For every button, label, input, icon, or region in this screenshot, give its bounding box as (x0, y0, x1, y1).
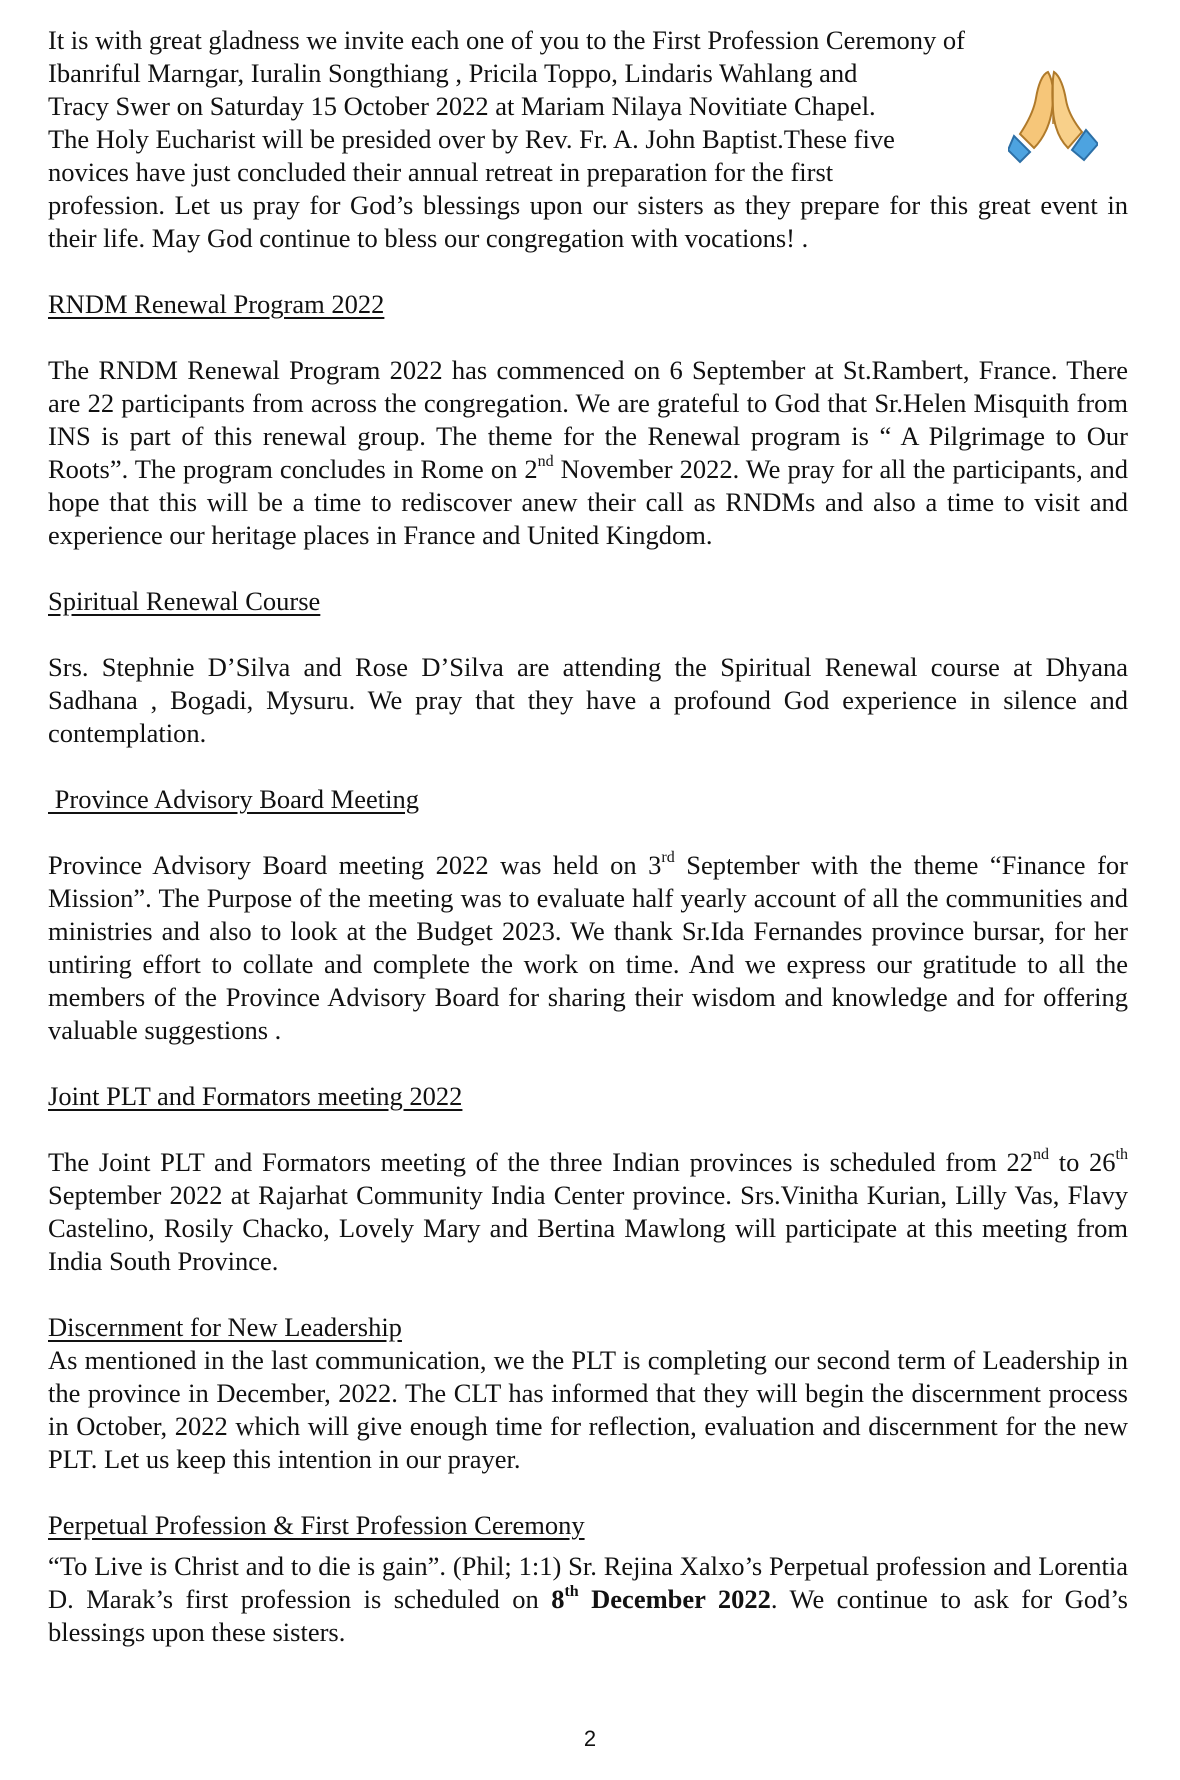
perpetual-paragraph: “To Live is Christ and to die is gain”. (Phil; 1:1) Sr. Rejina Xalxo’s Perpetual profession and Lorentia D. Marak’s first profession is scheduled on 8th December 2022. We continue to ask for God’s blessings upon these sisters. (48, 1551, 1128, 1647)
joint-paragraph: The Joint PLT and Formators meeting of the three Indian provinces is scheduled from 22nd to 26th September 2022 at Rajarhat Community India Center province. Srs.Vinitha Kurian, Lilly Vas, Flavy Castelino, Rosily Chacko, Lovely Mary and Bertina Mawlong will participate at this meeting from India South Province. (48, 1146, 1128, 1276)
intro-line-4: The Holy Eucharist will be presided over by Rev. Fr. A. John Baptist.These five (48, 124, 895, 154)
spiritual-paragraph: Srs. Stephnie D’Silva and Rose D’Silva are attending the Spiritual Renewal course at Dhyana Sadhana , Bogadi, Mysuru. We pray that they have a profound God experience in silence and contemplation. (48, 652, 1128, 748)
advisory-heading: Province Advisory Board Meeting (48, 784, 419, 814)
intro-rest: profession. Let us pray for God’s blessings upon our sisters as they prepare for this great event in their life. May God continue to bless our congregation with vocations! . (48, 190, 1128, 253)
discernment-heading: Discernment for New Leadership (48, 1312, 402, 1342)
renewal-paragraph: The RNDM Renewal Program 2022 has commenced on 6 September at St.Rambert, France. There are 22 participants from across the congregation. We are grateful to God that Sr.Helen Misquith from INS is part of this renewal group. The theme for the Renewal program is “ A Pilgrimage to Our Roots”. The program concludes in Rome on 2nd November 2022. We pray for all the participants, and hope that this will be a time to rediscover anew their call as RNDMs and also a time to visit and experience our heritage places in France and United Kingdom. (48, 355, 1128, 550)
document-page (48, 24, 1128, 1649)
discernment-paragraph: As mentioned in the last communication, we the PLT is completing our second term of Leadership in the province in December, 2022. The CLT has informed that they will begin the discernment process in October, 2022 which will give enough time for reflection, evaluation and discernment for the new PLT. Let us keep this intention in our prayer. (48, 1345, 1128, 1474)
spiritual-heading: Spiritual Renewal Course (48, 586, 321, 616)
intro-line-1: It is with great gladness we invite each one of you to the First Profession Ceremony of (48, 25, 966, 55)
intro-line-3: Tracy Swer on Saturday 15 October 2022 at Mariam Nilaya Novitiate Chapel. (48, 91, 876, 121)
intro-line-2: Ibanriful Marngar, Iuralin Songthiang , Pricila Toppo, Lindaris Wahlang and (48, 58, 858, 88)
praying-hands-icon (1008, 64, 1098, 164)
intro-line-5: novices have just concluded their annual retreat in preparation for the first (48, 157, 834, 187)
renewal-heading: RNDM Renewal Program 2022 (48, 289, 385, 319)
ceremony-date: 8th December 2022 (551, 1583, 771, 1614)
joint-heading: Joint PLT and Formators meeting 2022 (48, 1081, 463, 1111)
advisory-paragraph: Province Advisory Board meeting 2022 was held on 3rd September with the theme “Finance for Mission”. The Purpose of the meeting was to evaluate half yearly account of all the communities and ministries and also to look at the Budget 2023. We thank Sr.Ida Fernandes province bursar, for her untiring effort to collate and complete the work on time. And we express our gratitude to all the members of the Province Advisory Board for sharing their wisdom and knowledge and for offering valuable suggestions . (48, 849, 1128, 1045)
intro-paragraph (48, 24, 1128, 255)
perpetual-heading: Perpetual Profession & First Profession Ceremony (48, 1510, 585, 1540)
page-number: 2 (583, 1726, 597, 1751)
